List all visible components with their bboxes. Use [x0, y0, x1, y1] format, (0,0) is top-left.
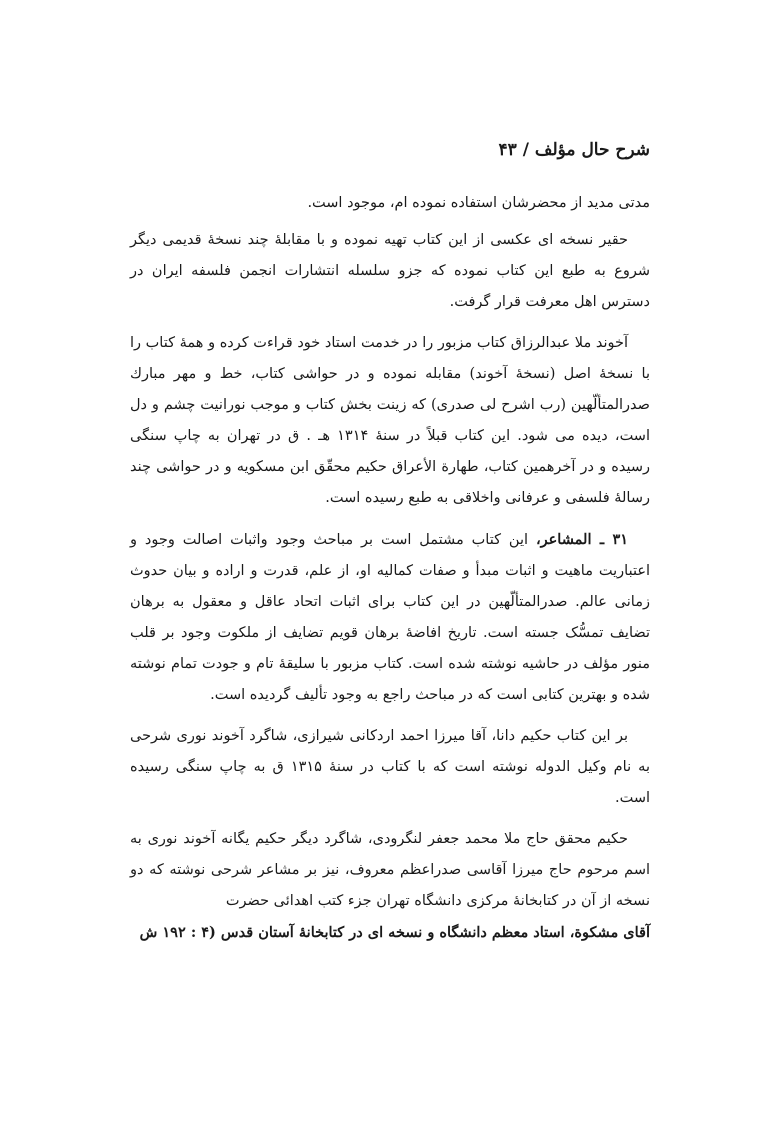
body-text	[130, 188, 650, 958]
paragraph-last-line: آقای مشکوة، استاد معظم دانشگاه و نسخه ای در کتابخانهٔ آستان قدس (۴ : ۱۹۲ ش	[139, 924, 650, 941]
item-heading: ۳۱ ـ المشاعر،	[535, 531, 629, 548]
paragraph: حقیر نسخه ای عکسی از این کتاب تهیه نموده و با مقابلهٔ چند نسخهٔ قدیمی دیگر شروع به طبع این کتاب نموده که جزو سلسله انتشارات انجمن فلسفه ایران در دسترس اهل معرفت قرار گرفت.	[130, 232, 650, 310]
paragraph-item-31: ۳۱ ـ المشاعر، این کتاب مشتمل است بر مباحث وجود واثبات اصالت وجود و اعتباریت ماهیت و اثبات مبدأ و صفات کمالیه او، از علم، قدرت و اراده و بیان حدوث زمانی عالم. صدرالمتألّهین در این کتاب برای اثبات اتحاد عاقل و معقول به برهان تضایف تمسُّک جسته است. تاریخ افاضهٔ برهان قویم تضایف از ملکوت وجود بر قلب منور مؤلف در حاشیه نوشته شده است. کتاب مزبور با سلیقهٔ تام و جودت تمام نوشته شده و بهترین کتابی است که در مباحث راجع به وجود تألیف گردیده است.	[130, 531, 650, 703]
paragraph-continuation: مدتی مدید از محضرشان استفاده نموده ام، موجود است.	[307, 195, 650, 211]
paragraph: آخوند ملا عبدالرزاق کتاب مزبور را در خدمت استاد خود قراءت کرده و همهٔ کتاب را با نسخهٔ اصل (نسخهٔ آخوند) مقابله نموده و در حواشی کتاب، خط و مهر مبارك صدرالمتألّهین (رب اشرح لی صدری) که زینت بخش کتاب و موجب نورانیت چشم و دل است، دیده می شود. این کتاب قبلاً در سنهٔ ۱۳۱۴ هـ . ق در تهران به چاپ سنگی رسیده و در آخرهمین کتاب، طهارة الأعراق حکیم محقّق ابن مسکویه و در حواشی چند رسالهٔ فلسفی و عرفانی واخلاقی به طبع رسیده است.	[130, 335, 650, 506]
running-title: شرح حال مؤلف / ۴۳	[498, 140, 650, 160]
running-header	[130, 137, 650, 163]
paragraph: بر این کتاب حکیم دانا، آقا میرزا احمد اردکانی شیرازی، شاگرد آخوند نوری شرحی به نام وکیل الدوله نوشته است که با کتاب در سنهٔ ۱۳۱۵ ق به چاپ سنگی رسیده است.	[130, 728, 650, 806]
paragraph: حکیم محقق حاج ملا محمد جعفر لنگرودی، شاگرد دیگر حکیم یگانه آخوند نوری به اسم مرحوم حاج میرزا آقاسی صدراعظم معروف، نیز بر مشاعر شرحی نوشته که دو نسخه از آن در کتابخانهٔ مرکزی دانشگاه تهران جزء کتب اهدائی حضرت	[130, 831, 650, 909]
